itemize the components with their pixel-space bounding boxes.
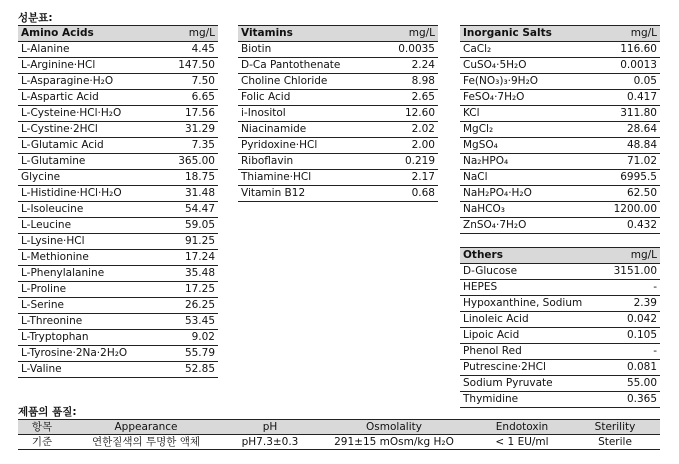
component-value: 0.0035 [378, 42, 438, 58]
component-row [460, 186, 660, 202]
component-value: 0.0013 [590, 58, 660, 74]
component-value: 365.00 [158, 154, 218, 170]
composition-title: 성분표: [18, 12, 53, 24]
component-name: L-Valine [18, 362, 158, 378]
component-name: L-Threonine [18, 314, 158, 330]
component-value: 26.25 [158, 298, 218, 314]
quality-spec-osmolality: 291±15 mOsm/kg H₂O [314, 435, 474, 450]
component-name: Fe(NO₃)₃·9H₂O [460, 74, 590, 90]
component-value: 0.05 [590, 74, 660, 90]
component-row [460, 42, 660, 58]
component-row [460, 218, 660, 234]
component-name: L-Phenylalanine [18, 266, 158, 282]
component-value: 31.29 [158, 122, 218, 138]
component-name: Sodium Pyruvate [460, 376, 590, 392]
component-row [18, 186, 218, 202]
component-row [460, 58, 660, 74]
component-value: 9.02 [158, 330, 218, 346]
component-name: Folic Acid [238, 90, 378, 106]
quality-header-item: 항목 [18, 420, 66, 435]
component-name: Thymidine [460, 392, 590, 408]
component-name: NaH₂PO₄·H₂O [460, 186, 590, 202]
component-value: 17.24 [158, 250, 218, 266]
component-name: L-Glutamic Acid [18, 138, 158, 154]
component-value: 18.75 [158, 170, 218, 186]
component-value: 2.00 [378, 138, 438, 154]
component-value: 147.50 [158, 58, 218, 74]
component-value: - [590, 280, 660, 296]
component-value: 7.35 [158, 138, 218, 154]
component-row [460, 106, 660, 122]
quality-header-osmolality: Osmolality [314, 420, 474, 435]
component-value: - [590, 344, 660, 360]
component-value: 0.081 [590, 360, 660, 376]
component-name: Vitamin B12 [238, 186, 378, 202]
inorganic-salts-header: Inorganic Salts [460, 26, 590, 42]
component-row [460, 360, 660, 376]
component-row [18, 266, 218, 282]
component-value: 0.105 [590, 328, 660, 344]
component-row [18, 282, 218, 298]
vitamins-header: Vitamins [238, 26, 378, 42]
component-row [238, 154, 438, 170]
component-row [460, 344, 660, 360]
quality-header-ph: pH [226, 420, 314, 435]
component-name: L-Isoleucine [18, 202, 158, 218]
quality-header-appearance: Appearance [66, 420, 226, 435]
quality-spec-sterility: Sterile [570, 435, 660, 450]
component-value: 28.64 [590, 122, 660, 138]
component-row [460, 170, 660, 186]
component-name: KCl [460, 106, 590, 122]
component-row [238, 170, 438, 186]
component-name: Lipoic Acid [460, 328, 590, 344]
component-row [460, 90, 660, 106]
component-row [18, 202, 218, 218]
component-row [238, 90, 438, 106]
component-row [238, 186, 438, 202]
component-row [18, 362, 218, 378]
component-name: Pyridoxine·HCl [238, 138, 378, 154]
quality-spec-row [18, 435, 660, 450]
component-value: 55.00 [590, 376, 660, 392]
component-row [18, 138, 218, 154]
component-row [238, 74, 438, 90]
component-value: 6.65 [158, 90, 218, 106]
component-name: L-Histidine·HCl·H₂O [18, 186, 158, 202]
component-name: L-Aspartic Acid [18, 90, 158, 106]
component-name: Niacinamide [238, 122, 378, 138]
component-row [460, 328, 660, 344]
component-row [460, 312, 660, 328]
amino-acids-header: Amino Acids [18, 26, 158, 42]
component-name: i-Inositol [238, 106, 378, 122]
component-value: 2.39 [590, 296, 660, 312]
component-row [18, 90, 218, 106]
component-name: Glycine [18, 170, 158, 186]
component-name: FeSO₄·7H₂O [460, 90, 590, 106]
component-name: MgSO₄ [460, 138, 590, 154]
vitamins-unit: mg/L [378, 26, 438, 42]
component-value: 91.25 [158, 234, 218, 250]
component-name: L-Glutamine [18, 154, 158, 170]
component-name: L-Lysine·HCl [18, 234, 158, 250]
component-row [460, 74, 660, 90]
component-value: 116.60 [590, 42, 660, 58]
component-name: L-Tryptophan [18, 330, 158, 346]
component-row [18, 154, 218, 170]
component-row [460, 376, 660, 392]
component-name: L-Cystine·2HCl [18, 122, 158, 138]
component-name: Thiamine·HCl [238, 170, 378, 186]
vitamins-table [238, 25, 438, 202]
component-name: L-Leucine [18, 218, 158, 234]
component-value: 17.25 [158, 282, 218, 298]
component-row [460, 122, 660, 138]
component-name: ZnSO₄·7H₂O [460, 218, 590, 234]
component-value: 2.02 [378, 122, 438, 138]
component-value: 71.02 [590, 154, 660, 170]
component-value: 55.79 [158, 346, 218, 362]
component-value: 53.45 [158, 314, 218, 330]
component-row [238, 58, 438, 74]
component-name: Putrescine·2HCl [460, 360, 590, 376]
component-value: 54.47 [158, 202, 218, 218]
component-name: L-Serine [18, 298, 158, 314]
quality-table [18, 419, 660, 450]
quality-header-sterility: Sterility [570, 420, 660, 435]
component-name: L-Asparagine·H₂O [18, 74, 158, 90]
component-name: D-Ca Pantothenate [238, 58, 378, 74]
component-row [18, 314, 218, 330]
component-row [460, 202, 660, 218]
component-value: 12.60 [378, 106, 438, 122]
quality-spec-ph: pH7.3±0.3 [226, 435, 314, 450]
component-name: Choline Chloride [238, 74, 378, 90]
component-row [18, 74, 218, 90]
component-name: L-Alanine [18, 42, 158, 58]
component-row [238, 122, 438, 138]
component-row [460, 138, 660, 154]
component-value: 0.417 [590, 90, 660, 106]
component-name: L-Methionine [18, 250, 158, 266]
component-row [18, 58, 218, 74]
component-value: 31.48 [158, 186, 218, 202]
component-row [18, 346, 218, 362]
component-row [18, 170, 218, 186]
component-name: Linoleic Acid [460, 312, 590, 328]
component-name: Biotin [238, 42, 378, 58]
component-value: 1200.00 [590, 202, 660, 218]
component-name: HEPES [460, 280, 590, 296]
component-value: 2.24 [378, 58, 438, 74]
component-row [18, 122, 218, 138]
component-value: 2.17 [378, 170, 438, 186]
component-row [460, 392, 660, 408]
component-row [18, 42, 218, 58]
others-header: Others [460, 248, 590, 264]
component-value: 3151.00 [590, 264, 660, 280]
component-name: L-Arginine·HCl [18, 58, 158, 74]
component-value: 4.45 [158, 42, 218, 58]
amino-acids-table [18, 25, 218, 378]
component-row [238, 138, 438, 154]
quality-header-endotoxin: Endotoxin [474, 420, 570, 435]
component-name: L-Cysteine·HCl·H₂O [18, 106, 158, 122]
component-row [18, 218, 218, 234]
component-row [18, 234, 218, 250]
component-value: 0.219 [378, 154, 438, 170]
component-row [460, 264, 660, 280]
component-row [238, 106, 438, 122]
component-value: 8.98 [378, 74, 438, 90]
component-value: 311.80 [590, 106, 660, 122]
inorganic-salts-unit: mg/L [590, 26, 660, 42]
component-value: 0.365 [590, 392, 660, 408]
component-row [18, 250, 218, 266]
component-name: MgCl₂ [460, 122, 590, 138]
component-name: L-Tyrosine·2Na·2H₂O [18, 346, 158, 362]
component-name: NaCl [460, 170, 590, 186]
quality-spec-label: 기준 [18, 435, 66, 450]
component-row [460, 280, 660, 296]
component-name: CuSO₄·5H₂O [460, 58, 590, 74]
component-row [238, 42, 438, 58]
component-row [18, 298, 218, 314]
component-value: 6995.5 [590, 170, 660, 186]
component-row [460, 154, 660, 170]
others-unit: mg/L [590, 248, 660, 264]
component-name: NaHCO₃ [460, 202, 590, 218]
component-row [18, 330, 218, 346]
component-value: 62.50 [590, 186, 660, 202]
quality-header-row [18, 420, 660, 435]
component-value: 0.042 [590, 312, 660, 328]
component-value: 7.50 [158, 74, 218, 90]
others-table [460, 247, 660, 408]
component-value: 52.85 [158, 362, 218, 378]
component-name: D-Glucose [460, 264, 590, 280]
component-name: Na₂HPO₄ [460, 154, 590, 170]
component-name: Phenol Red [460, 344, 590, 360]
quality-spec-endotoxin: < 1 EU/ml [474, 435, 570, 450]
component-name: Riboflavin [238, 154, 378, 170]
inorganic-salts-table [460, 25, 660, 234]
component-value: 35.48 [158, 266, 218, 282]
component-value: 0.68 [378, 186, 438, 202]
quality-spec-appearance: 연한짙색의 투명한 액체 [66, 435, 226, 450]
component-row [18, 106, 218, 122]
component-row [460, 296, 660, 312]
component-name: CaCl₂ [460, 42, 590, 58]
amino-acids-unit: mg/L [158, 26, 218, 42]
component-value: 2.65 [378, 90, 438, 106]
component-value: 17.56 [158, 106, 218, 122]
component-value: 59.05 [158, 218, 218, 234]
component-name: Hypoxanthine, Sodium [460, 296, 590, 312]
component-value: 48.84 [590, 138, 660, 154]
component-name: L-Proline [18, 282, 158, 298]
quality-title: 제품의 품질: [18, 406, 77, 418]
component-value: 0.432 [590, 218, 660, 234]
